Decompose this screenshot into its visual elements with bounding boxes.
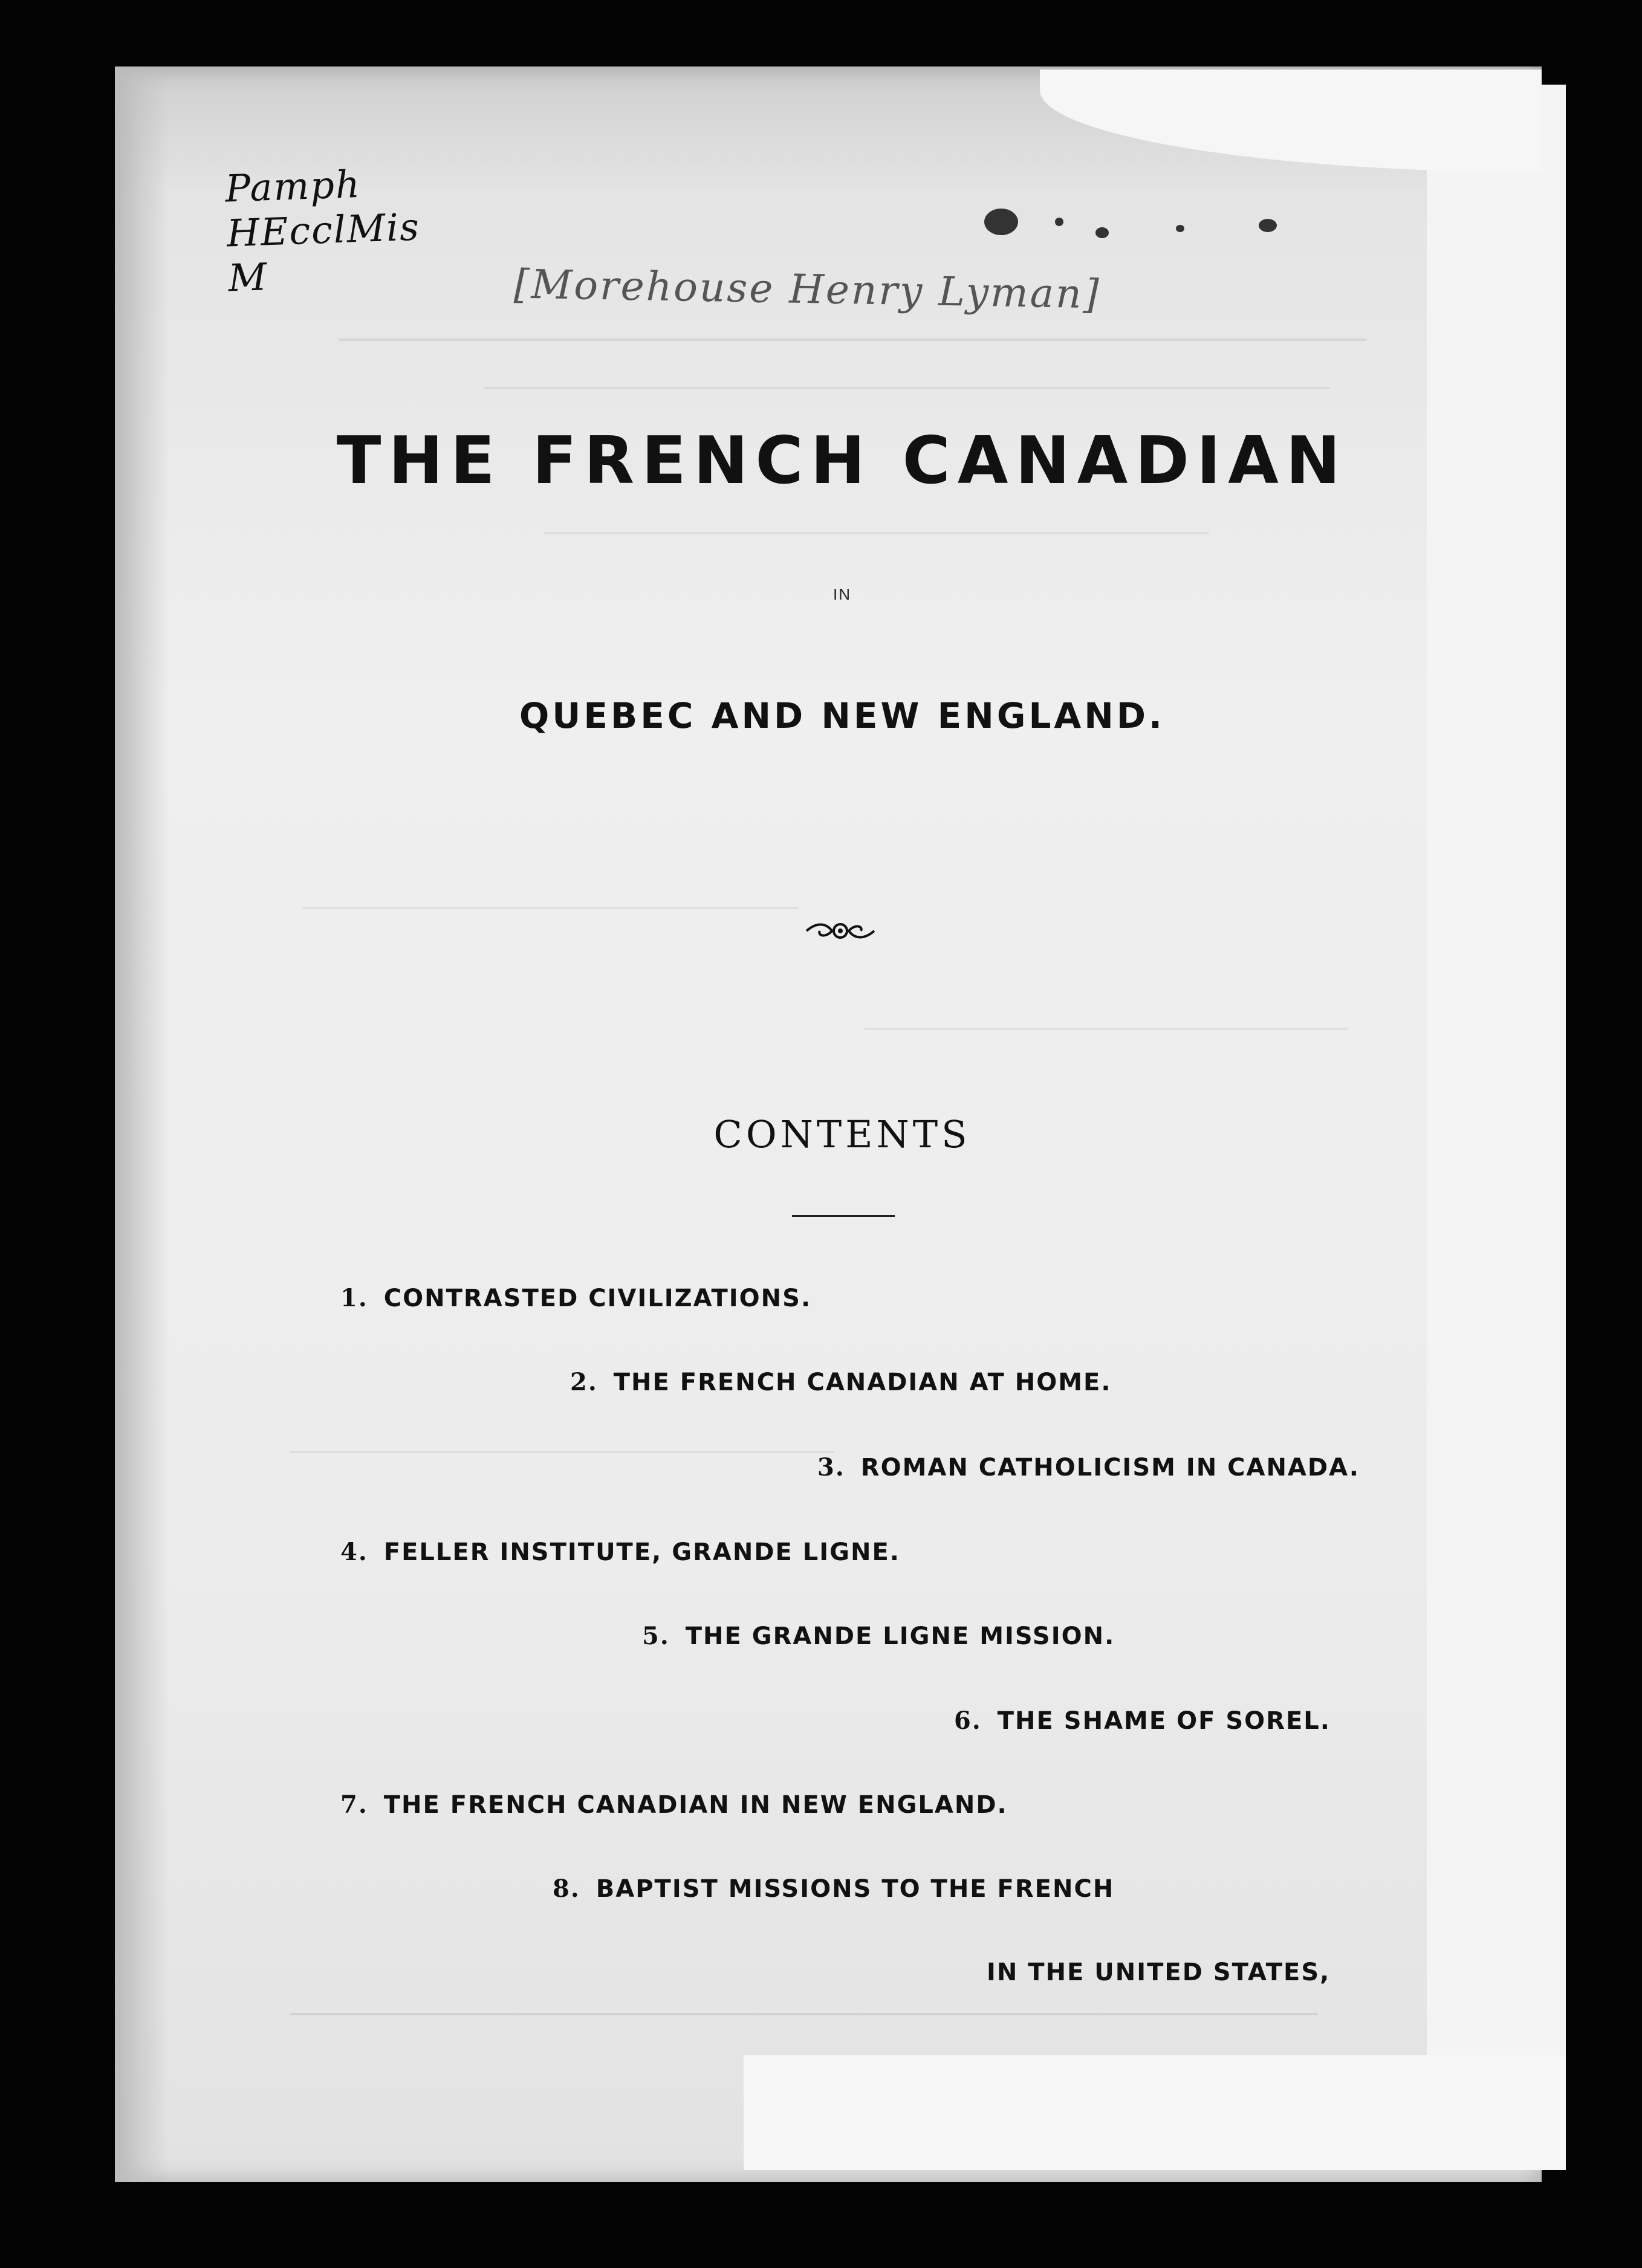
contents-item <box>340 1284 811 1312</box>
bleed-through-mark <box>865 1028 1348 1030</box>
contents-item-number: 6. <box>954 1706 982 1735</box>
document-subtitle: QUEBEC AND NEW ENGLAND. <box>519 695 1166 736</box>
ink-stain <box>1176 225 1184 232</box>
bleed-through-mark <box>290 2013 1318 2015</box>
contents-item-label: THE FRENCH CANADIAN AT HOME. <box>613 1369 1112 1396</box>
contents-item-label: ROMAN CATHOLICISM IN CANADA. <box>860 1454 1360 1482</box>
ink-stain <box>1095 227 1109 238</box>
bleed-through-mark <box>290 1451 834 1453</box>
contents-item-number: 7. <box>340 1790 368 1819</box>
bleed-through-mark <box>302 907 798 909</box>
call-number-line: M <box>227 254 269 300</box>
document-title: THE FRENCH CANADIAN <box>336 423 1348 499</box>
handwritten-author: [Morehouse Henry Lyman] <box>513 261 1102 318</box>
contents-item-label: THE GRANDE LIGNE MISSION. <box>685 1622 1115 1650</box>
ink-stain <box>1055 218 1063 226</box>
ink-stain <box>984 209 1018 235</box>
call-number-line: Pamph <box>224 161 362 211</box>
contents-item-label: FELLER INSTITUTE, GRANDE LIGNE. <box>383 1538 900 1566</box>
call-number-line: HEcclMis <box>226 204 421 256</box>
contents-heading: CONTENTS <box>713 1112 971 1156</box>
divider-rule <box>792 1215 895 1217</box>
contents-item <box>642 1622 1115 1650</box>
contents-item <box>570 1368 1112 1396</box>
contents-item <box>987 1959 1330 1986</box>
contents-item-number: 8. <box>553 1874 580 1903</box>
bleed-through-mark <box>544 532 1209 534</box>
contents-item-label: THE FRENCH CANADIAN IN NEW ENGLAND. <box>383 1791 1008 1819</box>
contents-item-label: THE SHAME OF SOREL. <box>997 1707 1331 1735</box>
contents-item-label: CONTRASTED CIVILIZATIONS. <box>383 1285 812 1312</box>
contents-item-label: BAPTIST MISSIONS TO THE FRENCH <box>595 1875 1115 1903</box>
contents-item-number: 1. <box>340 1284 368 1312</box>
contents-item-number: 2. <box>570 1368 598 1396</box>
page-right-margin <box>1427 85 1566 2104</box>
ornament-icon <box>804 918 877 944</box>
contents-item <box>954 1706 1331 1735</box>
ink-stain <box>1259 219 1277 232</box>
contents-item-number: 3. <box>817 1453 845 1482</box>
contents-item <box>553 1874 1114 1903</box>
contents-item <box>340 1790 1008 1819</box>
handwritten-call-number <box>224 160 422 300</box>
pasted-slip <box>744 2055 1566 2170</box>
contents-item-number: 4. <box>340 1538 368 1566</box>
title-connector: IN <box>833 585 851 603</box>
contents-item <box>340 1538 900 1566</box>
contents-item-label: IN THE UNITED STATES, <box>987 1959 1331 1986</box>
bleed-through-mark <box>484 387 1330 389</box>
contents-item <box>817 1453 1360 1482</box>
contents-item-number: 5. <box>642 1622 670 1650</box>
bleed-through-mark <box>339 339 1366 341</box>
